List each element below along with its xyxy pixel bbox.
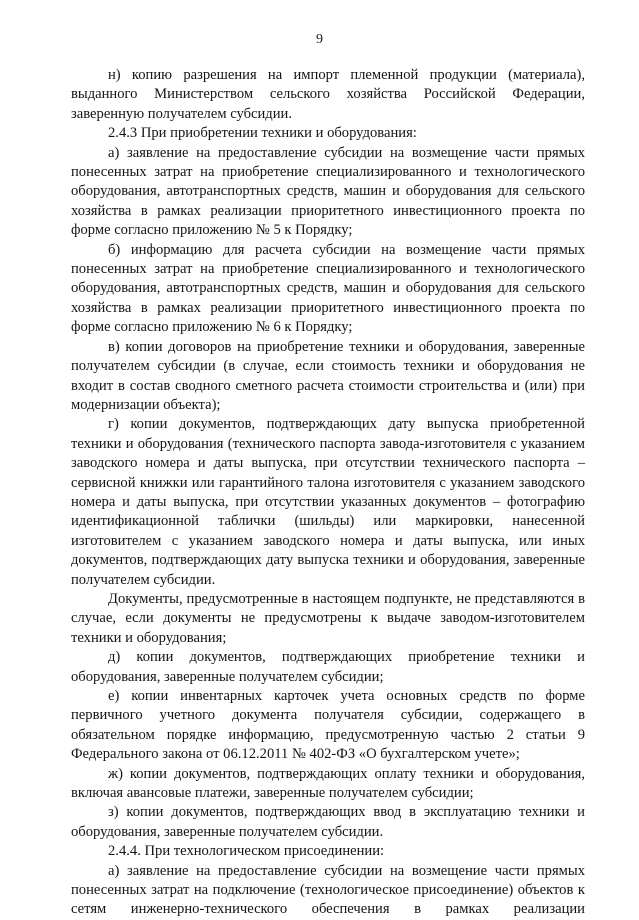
paragraph-item-z: з) копии документов, подтверждающих ввод в эксплуатацию техники и оборудования, заверенные получателем субсидии. [71, 804, 585, 840]
paragraph-item-v: в) копии договоров на приобретение техники и оборудования, заверенные получателем субсидии (в случае, если стоимость техники и оборудования не входит в состав сводного сметного расчета стоимости строительства и (или) при модернизации объекта); [71, 338, 585, 413]
paragraph-item-g: г) копии документов, подтверждающих дату выпуска приобретенной техники и оборудования (технического паспорта завода-изготовителя с указанием заводского номера и даты выпуска, при отсутствии технического паспорта – сервисной книжки или гарантийного талона изготовителя с указанием заводского номера и даты выпуска, при отсутствии указанных документов – фотографию идентификационной таблички (шильды) или маркировки, нанесенной изготовителем с указанием заводского номера и даты выпуска, или иных документов, подтверждающих дату выпуска техники и оборудования, заверенные получателем субсидии. [71, 416, 585, 588]
section-heading-2-4-4: 2.4.4. При технологическом присоединении: [108, 843, 385, 860]
page-number: 9 [316, 32, 323, 47]
paragraph-item-e: е) копии инвентарных карточек учета основных средств по форме первичного учетного документа получателя субсидии, содержащего в обязательном порядке информацию, предусмотренную частью 2 статьи 9 Федерального закона от 06.12.2011 № 402-ФЗ «О бухгалтерском учете»; [71, 688, 585, 763]
paragraph-item-d: д) копии документов, подтверждающих приобретение техники и оборудования, заверенные получателем субсидии; [71, 649, 585, 685]
section-heading-2-4-3: 2.4.3 При приобретении техники и оборудования: [108, 125, 417, 142]
paragraph-item-b: б) информацию для расчета субсидии на возмещение части прямых понесенных затрат на приобретение специализированного и технологического оборудования, автотранспортных средств, машин и оборудования для сельского хозяйства в рамках реализации приоритетного инвестиционного проекта по форме согласно приложению № 6 к Порядку; [71, 241, 585, 336]
paragraph-item-a: а) заявление на предоставление субсидии на возмещение части прямых понесенных затрат на приобретение специализированного и технологического оборудования, автотранспортных средств, машин и оборудования для сельского хозяйства в рамках реализации приоритетного инвестиционного проекта по форме согласно приложению № 5 к Порядку; [71, 144, 585, 239]
paragraph-item-n: н) копию разрешения на импорт племенной продукции (материала), выданного Министерством сельского хозяйства Российской Федерации, заверенную получателем субсидии. [71, 67, 585, 122]
document-body [71, 66, 585, 920]
paragraph-item-zh: ж) копии документов, подтверждающих оплату техники и оборудования, включая авансовые платежи, заверенные получателем субсидии; [71, 765, 585, 802]
paragraph-note: Документы, предусмотренные в настоящем подпункте, не представляются в случае, если документы не предусмотрены к выдаче заводом-изготовителем техники и оборудования; [71, 590, 585, 646]
paragraph-item-a-2: а) заявление на предоставление субсидии на возмещение части прямых понесенных затрат на подключение (технологическое присоединение) объектов к сетям инженерно-технического обеспечения в рамках реализации [71, 862, 585, 918]
